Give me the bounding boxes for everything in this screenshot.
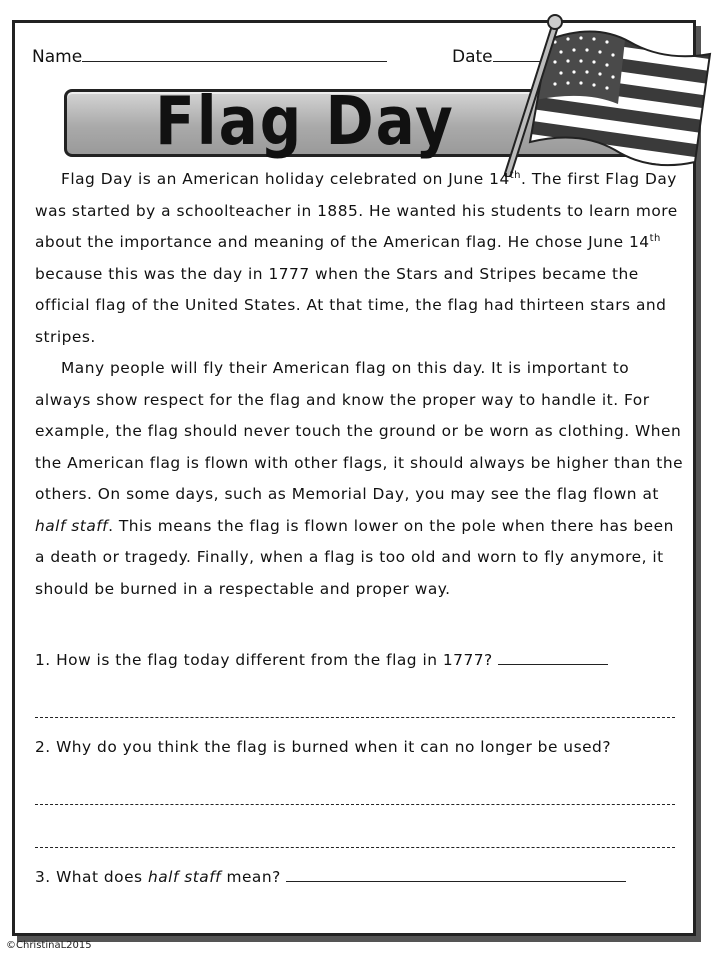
answer-1-line[interactable] (35, 675, 675, 718)
copyright-footer: ©ChristinaL2015 (6, 940, 92, 951)
questions-section (35, 645, 675, 935)
answer-2-line-2[interactable] (35, 805, 675, 848)
question-2: 2. Why do you think the flag is burned when it can no longer be used? (35, 738, 611, 756)
paragraph-1: Flag Day is an American holiday celebrated on June 14th. The first Flag Day was started by a schoolteacher in 1885. He wanted his students to learn more about the importance and meaning of the American flag. He chose June 14th because this was the day in 1777 when the Stars and Stripes became the official flag of the United States. At that time, the flag had thirteen stars and stripes. (35, 169, 678, 346)
name-blank[interactable] (82, 44, 387, 62)
american-flag-icon (500, 12, 715, 177)
reading-passage (35, 164, 685, 605)
question-1: 1. How is the flag today different from the flag in 1777? (35, 645, 675, 675)
answer-3-line[interactable] (35, 892, 675, 935)
date-label: Date (452, 47, 493, 67)
name-field[interactable] (32, 44, 452, 67)
question-3: 3. What does half staff mean? (35, 862, 675, 892)
page-title: Flag Day (155, 81, 455, 161)
answer-2-line-1[interactable] (35, 762, 675, 805)
paragraph-2: Many people will fly their American flag on this day. It is important to always show respect for the flag and know the proper way to handle it. For example, the flag should never touch the ground or be worn as clothing. When the American flag is flown with other flags, it should always be higher than the others. On some days, such as Memorial Day, you may see the flag flown at half staff. This means the flag is flown lower on the pole when there has been a death or tragedy. Finally, when a flag is too old and worn to fly anymore, it should be burned in a respectable and proper way. (35, 359, 684, 598)
name-label: Name (32, 47, 83, 67)
answer-3-inline-blank[interactable] (286, 864, 626, 882)
answer-1-inline-blank[interactable] (498, 647, 608, 665)
